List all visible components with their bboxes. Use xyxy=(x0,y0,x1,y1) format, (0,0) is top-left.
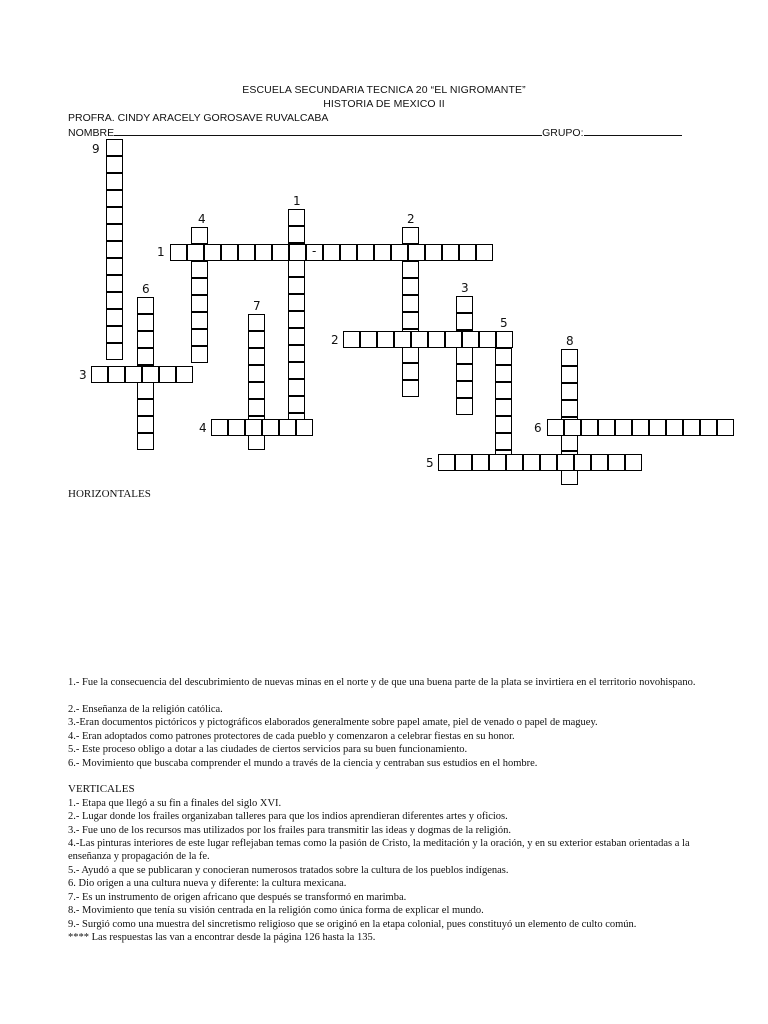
horizontal-6-cell[interactable] xyxy=(649,419,666,436)
horizontal-2-cell[interactable] xyxy=(360,331,377,348)
horizontal-2-cell[interactable] xyxy=(343,331,360,348)
vertical-6-cell[interactable] xyxy=(137,348,154,365)
horizontal-4-cell[interactable] xyxy=(245,419,262,436)
horizontal-1-cell[interactable] xyxy=(187,244,204,261)
horizontal-5-cell[interactable] xyxy=(472,454,489,471)
horizontal-2-cell[interactable] xyxy=(394,331,411,348)
vertical-clue-1: 1.- Etapa que llegó a su fin a finales del siglo XVI. xyxy=(68,798,282,809)
horizontal-6-cell[interactable] xyxy=(632,419,649,436)
horizontal-6-cell[interactable] xyxy=(683,419,700,436)
vertical-9-cell[interactable] xyxy=(106,139,123,156)
vertical-1-number: 1 xyxy=(293,194,301,208)
vertical-7-cell[interactable] xyxy=(248,331,265,348)
vertical-5-cell[interactable] xyxy=(495,382,512,399)
vertical-9-cell[interactable] xyxy=(106,326,123,343)
vertical-9-cell[interactable] xyxy=(106,275,123,292)
horizontal-2-number: 2 xyxy=(331,333,339,347)
horizontal-2-cell[interactable] xyxy=(479,331,496,348)
horizontal-4-cell[interactable] xyxy=(262,419,279,436)
vertical-clue-4: 4.-Las pinturas interiores de este lugar reflejaban temas como la pasión de Cristo, la meditación y la oración, y en su exterior estaban orientadas a la enseñanza y propagación de la fe. xyxy=(68,838,690,863)
horizontal-3-cell[interactable] xyxy=(142,366,159,383)
vertical-9-cell[interactable] xyxy=(106,258,123,275)
horizontal-5-cell[interactable] xyxy=(489,454,506,471)
horizontal-2-cell[interactable] xyxy=(496,331,513,348)
horizontal-5-cell[interactable] xyxy=(455,454,472,471)
school-name: ESCUELA SECUNDARIA TECNICA 20 “EL NIGROMANTE” xyxy=(242,84,526,96)
vertical-1-cell[interactable] xyxy=(288,277,305,294)
vertical-3-cell[interactable] xyxy=(456,296,473,313)
vertical-1-cell[interactable] xyxy=(288,294,305,311)
vertical-4-cell[interactable] xyxy=(191,346,208,363)
horizontal-3-cell[interactable] xyxy=(159,366,176,383)
vertical-7-cell[interactable] xyxy=(248,399,265,416)
vertical-9-cell[interactable] xyxy=(106,224,123,241)
horizontal-1-cell[interactable] xyxy=(408,244,425,261)
horizontal-3-cell[interactable] xyxy=(108,366,125,383)
vertical-2-number: 2 xyxy=(407,212,415,226)
vertical-clue-6: 6. Dio origen a una cultura nueva y diferente: la cultura mexicana. xyxy=(68,878,347,889)
horizontal-1-cell[interactable] xyxy=(289,244,306,261)
vertical-1-cell[interactable] xyxy=(288,345,305,362)
horizontal-5-cell[interactable] xyxy=(608,454,625,471)
vertical-5-cell[interactable] xyxy=(495,348,512,365)
horizontal-1-cell[interactable] xyxy=(272,244,289,261)
horizontal-6-cell[interactable] xyxy=(564,419,581,436)
horizontal-1-cell[interactable] xyxy=(255,244,272,261)
vertical-9-cell[interactable] xyxy=(106,309,123,326)
verticales-heading: VERTICALES xyxy=(68,783,135,795)
vertical-4-number: 4 xyxy=(198,212,206,226)
vertical-6-cell[interactable] xyxy=(137,399,154,416)
vertical-1-cell[interactable] xyxy=(288,328,305,345)
vertical-5-number: 5 xyxy=(500,316,508,330)
vertical-2-cell[interactable] xyxy=(402,295,419,312)
horizontal-clue-1: 1.- Fue la consecuencia del descubrimiento de nuevas minas en el norte y de que una buena parte de la plata se invirtiera en el territorio novohispano. xyxy=(68,677,696,688)
vertical-4-cell[interactable] xyxy=(191,329,208,346)
vertical-clue-9: 9.- Surgió como una muestra del sincretismo religioso que se originó en la etapa colonial, pues constituyó un elemento de culto común. xyxy=(68,919,637,930)
horizontal-4-cell[interactable] xyxy=(228,419,245,436)
vertical-8-cell[interactable] xyxy=(561,366,578,383)
horizontal-2-cell[interactable] xyxy=(377,331,394,348)
vertical-3-cell[interactable] xyxy=(456,381,473,398)
vertical-1-cell[interactable] xyxy=(288,396,305,413)
vertical-2-cell[interactable] xyxy=(402,363,419,380)
vertical-3-cell[interactable] xyxy=(456,313,473,330)
horizontal-5-cell[interactable] xyxy=(523,454,540,471)
vertical-1-cell[interactable] xyxy=(288,209,305,226)
horizontal-6-cell[interactable] xyxy=(547,419,564,436)
vertical-9-cell[interactable] xyxy=(106,190,123,207)
horizontal-1-cell[interactable] xyxy=(476,244,493,261)
vertical-5-cell[interactable] xyxy=(495,416,512,433)
vertical-2-cell[interactable] xyxy=(402,312,419,329)
vertical-2-cell[interactable] xyxy=(402,278,419,295)
horizontal-6-cell[interactable] xyxy=(598,419,615,436)
horizontal-6-cell[interactable] xyxy=(615,419,632,436)
vertical-6-cell[interactable] xyxy=(137,416,154,433)
vertical-4-cell[interactable] xyxy=(191,278,208,295)
vertical-5-cell[interactable] xyxy=(495,399,512,416)
vertical-9-cell[interactable] xyxy=(106,292,123,309)
vertical-2-cell[interactable] xyxy=(402,227,419,244)
vertical-7-cell[interactable] xyxy=(248,382,265,399)
vertical-4-cell[interactable] xyxy=(191,295,208,312)
horizontal-6-number: 6 xyxy=(534,421,542,435)
vertical-clue-5: 5.- Ayudó a que se publicaran y conocieran numerosos tratados sobre la cultura de los pueblos indígenas. xyxy=(68,865,509,876)
vertical-1-cell[interactable] xyxy=(288,260,305,277)
horizontal-clue-5: 5.- Este proceso obligo a dotar a las ciudades de ciertos servicios para su buen funcionamiento. xyxy=(68,744,468,755)
vertical-8-number: 8 xyxy=(566,334,574,348)
horizontal-1-cell[interactable] xyxy=(204,244,221,261)
horizontal-4-number: 4 xyxy=(199,421,207,435)
vertical-8-cell[interactable] xyxy=(561,349,578,366)
grupo-label: GRUPO: xyxy=(542,127,584,139)
crossword-grid xyxy=(0,0,768,500)
vertical-clue-3: 3.- Fue uno de los recursos mas utilizados por los frailes para transmitir las ideas y dogmas de la religión. xyxy=(68,825,511,836)
horizontal-3-cell[interactable] xyxy=(176,366,193,383)
horizontal-4-cell[interactable] xyxy=(211,419,228,436)
vertical-9-cell[interactable] xyxy=(106,207,123,224)
vertical-2-cell[interactable] xyxy=(402,380,419,397)
vertical-3-cell[interactable] xyxy=(456,347,473,364)
vertical-9-cell[interactable] xyxy=(106,343,123,360)
vertical-9-cell[interactable] xyxy=(106,156,123,173)
horizontal-5-cell[interactable] xyxy=(557,454,574,471)
vertical-2-cell[interactable] xyxy=(402,346,419,363)
vertical-1-cell[interactable] xyxy=(288,379,305,396)
vertical-2-cell[interactable] xyxy=(402,261,419,278)
horizontal-6-cell[interactable] xyxy=(581,419,598,436)
horizontal-clue-3: 3.-Eran documentos pictóricos y pictográficos elaborados generalmente sobre papel amate, piel de venado o papel de maguey. xyxy=(68,717,598,728)
horizontal-1-cell[interactable] xyxy=(391,244,408,261)
horizontal-clue-2: 2.- Enseñanza de la religión católica. xyxy=(68,704,223,715)
horizontal-5-cell[interactable] xyxy=(625,454,642,471)
horizontal-6-cell[interactable] xyxy=(700,419,717,436)
vertical-4-cell[interactable] xyxy=(191,261,208,278)
horizontal-2-cell[interactable] xyxy=(411,331,428,348)
horizontal-1-cell[interactable] xyxy=(170,244,187,261)
horizontal-1-cell[interactable] xyxy=(357,244,374,261)
horizontal-5-number: 5 xyxy=(426,456,434,470)
teacher-name: PROFRA. CINDY ARACELY GOROSAVE RUVALCABA xyxy=(68,112,329,124)
horizontal-5-cell[interactable] xyxy=(574,454,591,471)
vertical-6-cell[interactable] xyxy=(137,331,154,348)
vertical-8-cell[interactable] xyxy=(561,434,578,451)
nombre-label: NOMBRE xyxy=(68,127,115,139)
horizontal-1-cell[interactable] xyxy=(238,244,255,261)
vertical-7-cell[interactable] xyxy=(248,348,265,365)
vertical-clue-8: 8.- Movimiento que tenía su visión centrada en la religión como única forma de explicar el mundo. xyxy=(68,905,484,916)
horizontal-2-cell[interactable] xyxy=(428,331,445,348)
vertical-6-number: 6 xyxy=(142,282,150,296)
horizontal-1-cell[interactable] xyxy=(459,244,476,261)
horizontal-2-cell[interactable] xyxy=(445,331,462,348)
vertical-3-cell[interactable] xyxy=(456,364,473,381)
vertical-5-cell[interactable] xyxy=(495,433,512,450)
vertical-6-cell[interactable] xyxy=(137,433,154,450)
vertical-clue-2: 2.- Lugar donde los frailes organizaban talleres para que los indios aprendieran diferentes artes y oficios. xyxy=(68,811,508,822)
vertical-4-cell[interactable] xyxy=(191,312,208,329)
answers-note: **** Las respuestas las van a encontrar desde la página 126 hasta la 135. xyxy=(68,932,376,943)
vertical-3-cell[interactable] xyxy=(456,398,473,415)
vertical-7-cell[interactable] xyxy=(248,365,265,382)
vertical-9-number: 9 xyxy=(92,142,100,156)
vertical-1-cell[interactable] xyxy=(288,311,305,328)
horizontal-3-number: 3 xyxy=(79,368,87,382)
horizontal-1-cell[interactable] xyxy=(306,244,323,261)
horizontal-5-cell[interactable] xyxy=(506,454,523,471)
horizontal-1-cell[interactable] xyxy=(442,244,459,261)
horizontal-5-cell[interactable] xyxy=(591,454,608,471)
horizontal-3-cell[interactable] xyxy=(125,366,142,383)
horizontal-1-number: 1 xyxy=(157,245,165,259)
horizontal-1-cell[interactable] xyxy=(323,244,340,261)
horizontal-4-cell[interactable] xyxy=(279,419,296,436)
vertical-8-cell[interactable] xyxy=(561,400,578,417)
vertical-9-cell[interactable] xyxy=(106,173,123,190)
vertical-9-cell[interactable] xyxy=(106,241,123,258)
horizontal-6-cell[interactable] xyxy=(717,419,734,436)
vertical-8-cell[interactable] xyxy=(561,383,578,400)
vertical-1-cell[interactable] xyxy=(288,226,305,243)
vertical-5-cell[interactable] xyxy=(495,365,512,382)
vertical-6-cell[interactable] xyxy=(137,314,154,331)
horizontal-1-cell[interactable] xyxy=(340,244,357,261)
vertical-6-cell[interactable] xyxy=(137,382,154,399)
vertical-4-cell[interactable] xyxy=(191,227,208,244)
horizontal-6-cell[interactable] xyxy=(666,419,683,436)
vertical-7-cell[interactable] xyxy=(248,314,265,331)
horizontal-4-cell[interactable] xyxy=(296,419,313,436)
horizontal-1-cell[interactable] xyxy=(425,244,442,261)
vertical-1-cell[interactable] xyxy=(288,362,305,379)
horizontales-heading: HORIZONTALES xyxy=(68,488,151,500)
vertical-6-cell[interactable] xyxy=(137,297,154,314)
horizontal-2-cell[interactable] xyxy=(462,331,479,348)
vertical-3-number: 3 xyxy=(461,281,469,295)
subject-title: HISTORIA DE MEXICO II xyxy=(323,98,445,110)
horizontal-clue-6: 6.- Movimiento que buscaba comprender el mundo a través de la ciencia y centraban sus estudios en el hombre. xyxy=(68,758,538,769)
horizontal-1-cell[interactable] xyxy=(221,244,238,261)
horizontal-5-cell[interactable] xyxy=(540,454,557,471)
vertical-7-number: 7 xyxy=(253,299,261,313)
horizontal-clue-4: 4.- Eran adoptados como patrones protectores de cada pueblo y comenzaron a celebrar fiestas en su honor. xyxy=(68,731,515,742)
horizontal-5-cell[interactable] xyxy=(438,454,455,471)
horizontal-1-cell[interactable] xyxy=(374,244,391,261)
vertical-clue-7: 7.- Es un instrumento de origen africano que después se transformó en marimba. xyxy=(68,892,407,903)
horizontal-3-cell[interactable] xyxy=(91,366,108,383)
